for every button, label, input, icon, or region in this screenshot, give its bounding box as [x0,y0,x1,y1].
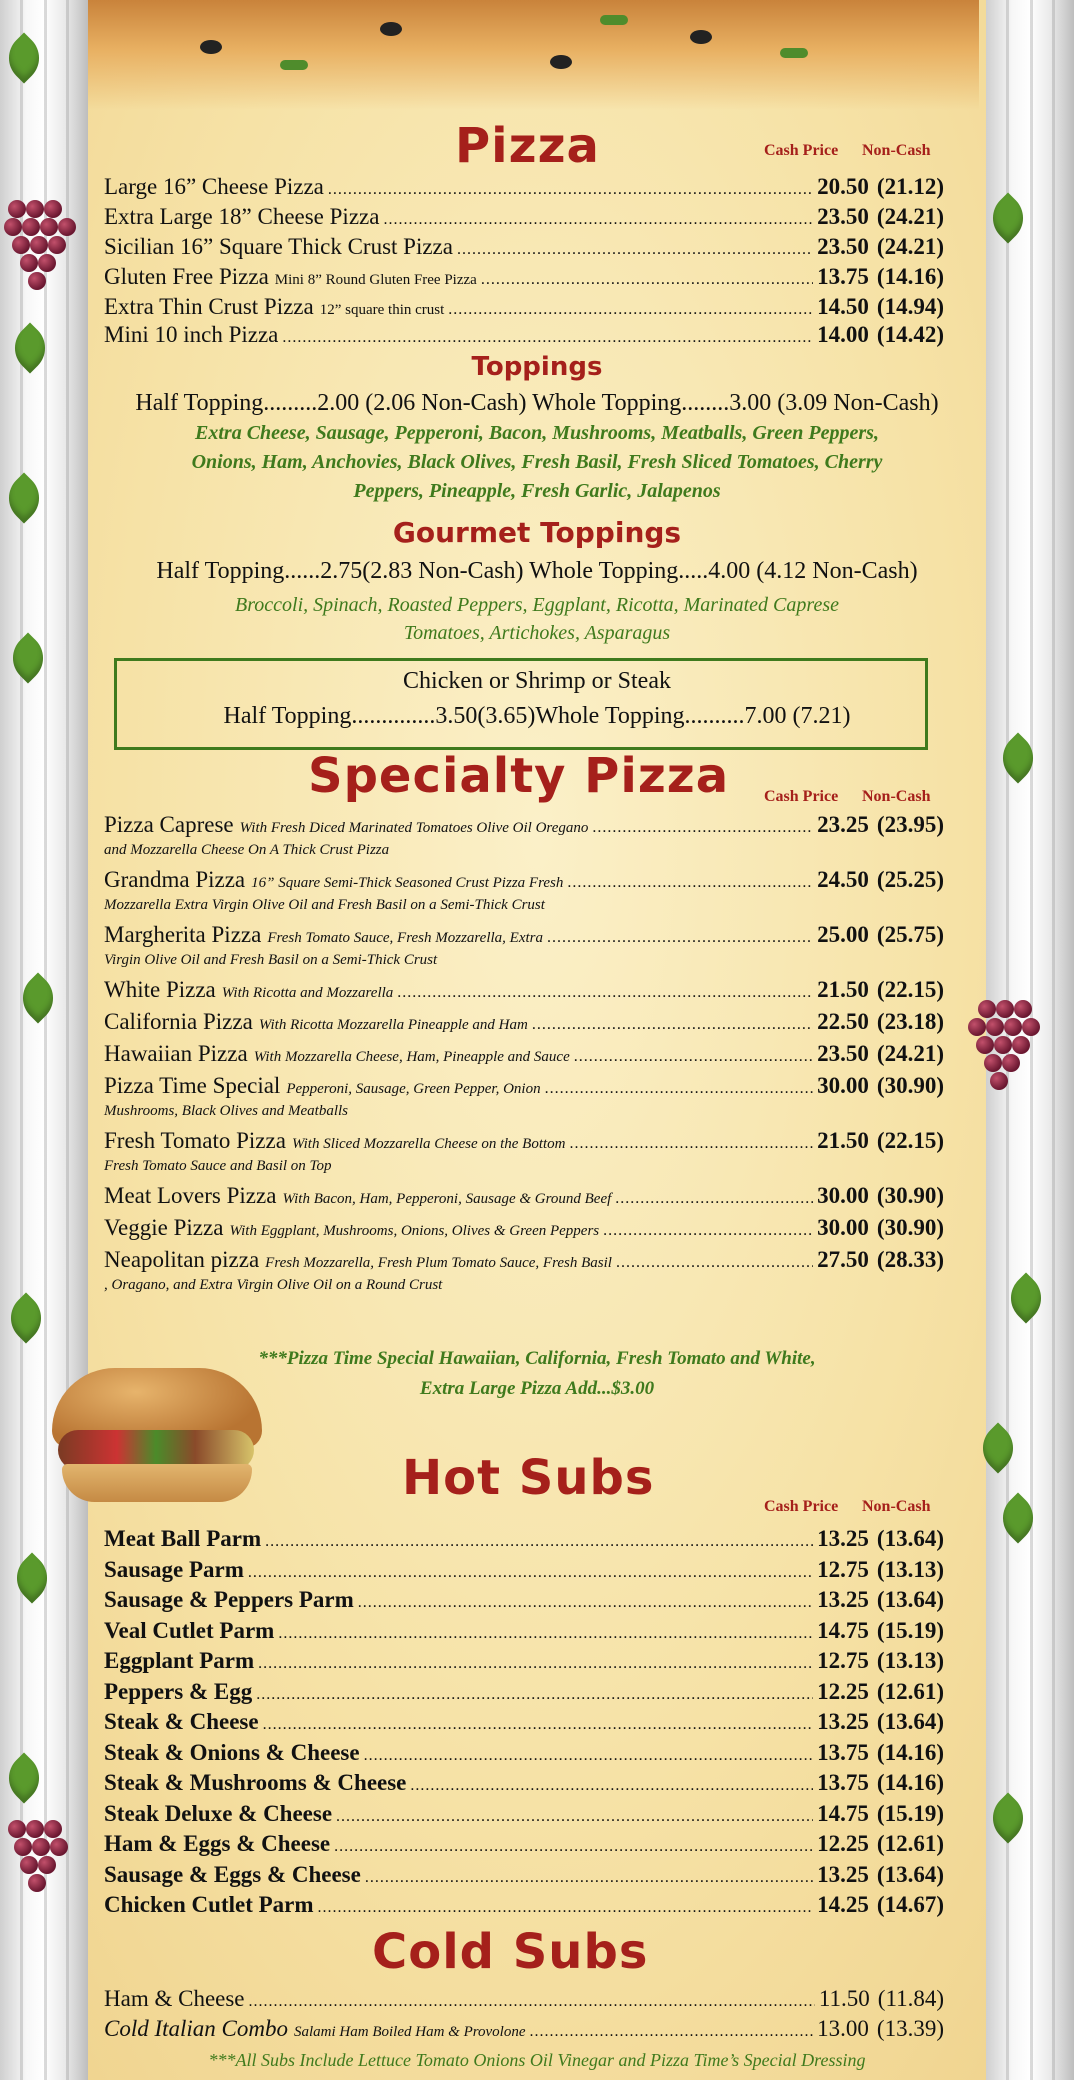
toppings-list-line: Extra Cheese, Sausage, Pepperoni, Bacon, Mushrooms, Meatballs, Green Peppers, [195,422,879,444]
item-noncash-price: (15.19) [876,1617,944,1643]
dot-leader [336,1808,813,1826]
item-cash-price: 14.50 [817,294,869,319]
item-cash-price: 13.25 [817,1709,869,1734]
item-name: Mini 10 inch Pizza [104,322,279,347]
dot-leader [532,1016,813,1034]
item-noncash-price: (25.25) [876,867,944,892]
pizza-cash-price-header: Cash Price [764,142,839,159]
item-description: With Mozzarella Cheese, Ham, Pineapple and Sauce [253,1049,570,1065]
item-noncash-price: (13.13) [876,1648,944,1673]
pizza-noncash-header: Non-Cash [862,142,931,159]
specialty-item-row [104,1215,944,1241]
specialty-item-row [104,1041,944,1067]
item-noncash-price: (23.18) [876,1009,944,1034]
item-name: White Pizza [104,977,216,1002]
pizza-item-row [104,204,944,230]
item-name: Chicken Cutlet Parm [104,1892,314,1917]
protein-box-line2: Half Topping..............3.50(3.65)Whole Topping..........7.00 (7.21) [223,703,851,729]
hot-sub-row [104,1679,944,1705]
dot-leader [358,1594,813,1612]
item-noncash-price: (24.21) [876,234,944,259]
item-name: Margherita Pizza [104,922,262,947]
item-name: Sausage & Eggs & Cheese [104,1861,361,1887]
hot-sub-row [104,1648,944,1674]
pizza-section-title: Pizza [455,118,600,174]
item-name: Large 16” Cheese Pizza [104,174,324,199]
item-noncash-price: (14.16) [876,264,944,289]
item-name: Veal Cutlet Parm [104,1617,275,1643]
specialty-noncash-header: Non-Cash [862,788,931,805]
item-noncash-price: (23.95) [876,812,944,837]
item-name: Extra Large 18” Cheese Pizza [104,204,380,229]
item-cash-price: 12.25 [817,1678,869,1704]
hot-sub-row [104,1892,944,1918]
cold-sub-row [104,2016,944,2042]
item-noncash-price: (12.61) [876,1678,944,1704]
dot-leader [603,1222,813,1240]
item-cash-price: 25.00 [817,922,869,947]
dot-leader [410,1777,813,1795]
item-description-continued: , Oragano, and Extra Virgin Olive Oil on a Round Crust [104,1277,443,1293]
specialty-item-row [104,867,944,893]
dot-leader [545,1080,814,1098]
item-cash-price: 23.50 [817,234,869,259]
specialty-footnote-1: ***Pizza Time Special Hawaiian, California, Fresh Tomato and White, [258,1348,816,1369]
dot-leader [256,1686,813,1704]
item-cash-price: 21.50 [817,977,869,1002]
item-description: Pepperoni, Sausage, Green Pepper, Onion [286,1081,541,1097]
item-cash-price: 23.50 [817,204,869,229]
item-cash-price: 13.75 [817,264,869,289]
hot-sub-row [104,1801,944,1827]
hot-sub-row [104,1770,944,1796]
dot-leader [282,329,813,347]
item-name: Grandma Pizza [104,867,246,892]
hot-sub-row [104,1831,944,1857]
dot-leader [278,1625,813,1643]
item-description: Salami Ham Boiled Ham & Provolone [294,2024,526,2040]
item-description: Fresh Mozzarella, Fresh Plum Tomato Sauce, Fresh Basil [265,1255,612,1271]
gourmet-toppings-title: Gourmet Toppings [392,516,682,549]
toppings-price-line: Half Topping.........2.00 (2.06 Non-Cash) Whole Topping........3.00 (3.09 Non-Cash) [135,390,939,416]
item-name: Extra Thin Crust Pizza [104,294,314,319]
item-noncash-price: (13.39) [876,2016,944,2041]
item-description-continued: Virgin Olive Oil and Fresh Basil on a Semi-Thick Crust [104,952,438,968]
dot-leader [318,1899,814,1917]
cold-subs-section-title: Cold Subs [372,1924,649,1980]
dot-leader [258,1655,813,1673]
item-cash-price: 21.50 [817,1128,869,1153]
dot-leader [481,271,813,289]
specialty-item-row [104,1183,944,1209]
item-name: Hawaiian Pizza [104,1041,248,1066]
item-cash-price: 13.25 [817,1587,869,1612]
dot-leader [364,1747,814,1765]
specialty-item-row [104,1073,944,1099]
specialty-item-row [104,1009,944,1035]
item-name: California Pizza [104,1009,253,1034]
item-cash-price: 27.50 [817,1247,869,1272]
item-noncash-price: (11.84) [877,1986,944,2011]
item-cash-price: 12.75 [817,1556,869,1582]
item-noncash-price: (30.90) [876,1215,944,1240]
specialty-item-row [104,812,944,838]
specialty-item-row [104,977,944,1003]
hot-sub-row [104,1740,944,1766]
cold-subs-footnote: ***All Subs Include Lettuce Tomato Onions Oil Vinegar and Pizza Time’s Special Dressing [208,2050,866,2070]
item-cash-price: 30.00 [817,1183,869,1208]
item-noncash-price: (24.21) [876,204,944,229]
item-noncash-price: (13.64) [876,1587,944,1612]
item-noncash-price: (25.75) [876,922,944,947]
dot-leader [592,819,813,837]
dot-leader [547,929,813,947]
item-name: Neapolitan pizza [104,1247,260,1272]
specialty-item-row [104,1128,944,1154]
item-cash-price: 14.75 [817,1800,869,1826]
pizza-item-row [104,174,944,200]
pizza-item-row [104,322,944,348]
item-name: Cold Italian Combo [104,2016,289,2041]
dot-leader [397,984,813,1002]
toppings-list-line: Peppers, Pineapple, Fresh Garlic, Jalapenos [353,480,721,502]
item-noncash-price: (13.13) [876,1556,944,1582]
hot-sub-row [104,1587,944,1613]
item-noncash-price: (30.90) [876,1183,944,1208]
dot-leader [334,1838,813,1856]
item-description: With Eggplant, Mushrooms, Onions, Olives & Green Peppers [229,1223,600,1239]
item-description-continued: Mushrooms, Black Olives and Meatballs [104,1103,348,1119]
item-noncash-price: (14.94) [876,294,944,319]
item-cash-price: 22.50 [817,1009,869,1034]
pizza-item-row [104,294,944,320]
hot-sub-row [104,1709,944,1735]
dot-leader [615,1190,813,1208]
dot-leader [616,1254,813,1272]
item-description-continued: and Mozzarella Cheese On A Thick Crust Pizza [104,842,390,858]
gourmet-list-line: Tomatoes, Artichokes, Asparagus [403,622,671,644]
item-noncash-price: (13.64) [876,1709,944,1734]
pizza-item-row [104,264,944,290]
item-cash-price: 14.25 [817,1892,869,1917]
dot-leader [570,1135,814,1153]
item-noncash-price: (14.67) [876,1892,944,1917]
item-cash-price: 20.50 [817,174,869,199]
item-name: Steak & Cheese [104,1709,259,1734]
item-cash-price: 12.75 [817,1648,869,1673]
hot-sub-row [104,1618,944,1644]
item-name: Steak Deluxe & Cheese [104,1800,333,1826]
item-cash-price: 13.00 [817,2016,869,2041]
dot-leader [383,211,813,229]
item-description: Fresh Tomato Sauce, Fresh Mozzarella, Extra [267,930,544,946]
dot-leader [263,1716,814,1734]
gourmet-list-line: Broccoli, Spinach, Roasted Peppers, Eggplant, Ricotta, Marinated Caprese [235,594,839,616]
item-description: Mini 8” Round Gluten Free Pizza [274,272,477,288]
item-cash-price: 14.75 [817,1617,869,1643]
item-description: 16” Square Semi-Thick Seasoned Crust Pizza Fresh [251,875,564,891]
item-description: With Fresh Diced Marinated Tomatoes Olive Oil Oregano [239,820,589,836]
item-cash-price: 13.75 [817,1739,869,1765]
item-description: With Bacon, Ham, Pepperoni, Sausage & Ground Beef [282,1191,612,1207]
item-name: Fresh Tomato Pizza [104,1128,286,1153]
dot-leader [249,1993,815,2011]
item-cash-price: 23.25 [817,812,869,837]
specialty-footnote-2: Extra Large Pizza Add...$3.00 [419,1378,655,1399]
item-description-continued: Fresh Tomato Sauce and Basil on Top [104,1158,332,1174]
dot-leader [265,1533,813,1551]
item-name: Sausage Parm [104,1556,244,1582]
item-noncash-price: (24.21) [876,1041,944,1066]
gourmet-price-line: Half Topping......2.75(2.83 Non-Cash) Whole Topping.....4.00 (4.12 Non-Cash) [156,558,918,584]
item-noncash-price: (28.33) [876,1247,944,1272]
item-name: Ham & Cheese [104,1986,245,2011]
specialty-section-title: Specialty Pizza [308,748,730,804]
item-name: Pizza Time Special [104,1073,281,1098]
item-cash-price: 12.25 [817,1831,869,1856]
item-name: Veggie Pizza [104,1215,224,1240]
item-noncash-price: (14.16) [876,1770,944,1795]
pizza-photo-banner [80,0,979,110]
dot-leader [530,2023,814,2041]
hot-sub-row [104,1526,944,1552]
item-noncash-price: (15.19) [876,1800,944,1826]
dot-leader [567,874,813,892]
toppings-list-line: Onions, Ham, Anchovies, Black Olives, Fresh Basil, Fresh Sliced Tomatoes, Cherry [191,451,883,473]
item-description: With Sliced Mozzarella Cheese on the Bottom [291,1136,566,1152]
item-noncash-price: (13.64) [876,1861,944,1887]
item-name: Steak & Mushrooms & Cheese [104,1770,407,1795]
hot-subs-noncash-header: Non-Cash [862,1498,931,1515]
item-cash-price: 24.50 [817,867,869,892]
item-name: Sicilian 16” Square Thick Crust Pizza [104,234,453,259]
dot-leader [365,1869,813,1887]
specialty-item-row [104,922,944,948]
item-description: With Ricotta and Mozzarella [221,985,394,1001]
item-cash-price: 30.00 [817,1073,869,1098]
item-noncash-price: (12.61) [876,1831,944,1856]
item-cash-price: 13.75 [817,1770,869,1795]
specialty-item-row [104,1247,944,1273]
hot-subs-cash-price-header: Cash Price [764,1498,839,1515]
dot-leader [248,1564,813,1582]
item-name: Peppers & Egg [104,1678,253,1704]
item-name: Ham & Eggs & Cheese [104,1831,331,1856]
item-description-continued: Mozzarella Extra Virgin Olive Oil and Fresh Basil on a Semi-Thick Crust [104,897,545,913]
item-cash-price: 14.00 [817,322,869,347]
item-description: 12” square thin crust [319,302,445,318]
dot-leader [574,1048,813,1066]
pizza-item-row [104,234,944,260]
specialty-cash-price-header: Cash Price [764,788,839,805]
item-description: With Ricotta Mozzarella Pineapple and Ham [258,1017,528,1033]
item-noncash-price: (30.90) [876,1073,944,1098]
item-name: Meat Ball Parm [104,1526,262,1551]
protein-box-line1: Chicken or Shrimp or Steak [403,668,671,694]
item-name: Sausage & Peppers Parm [104,1587,354,1612]
item-noncash-price: (14.16) [876,1739,944,1765]
dot-leader [328,181,813,199]
item-cash-price: 13.25 [817,1526,869,1551]
item-noncash-price: (21.12) [876,174,944,199]
item-cash-price: 23.50 [817,1041,869,1066]
item-noncash-price: (22.15) [876,977,944,1002]
hot-sub-row [104,1557,944,1583]
item-cash-price: 13.25 [817,1861,869,1887]
item-noncash-price: (22.15) [876,1128,944,1153]
item-cash-price: 11.50 [818,1986,870,2011]
item-name: Gluten Free Pizza [104,264,269,289]
item-cash-price: 30.00 [817,1215,869,1240]
toppings-title: Toppings [471,352,603,382]
item-noncash-price: (14.42) [876,322,944,347]
sub-sandwich-image [52,1368,262,1518]
item-name: Steak & Onions & Cheese [104,1739,360,1765]
item-name: Eggplant Parm [104,1648,255,1673]
dot-leader [448,301,813,319]
hot-subs-section-title: Hot Subs [402,1450,655,1506]
item-name: Meat Lovers Pizza [104,1183,277,1208]
dot-leader [457,241,813,259]
item-name: Pizza Caprese [104,812,234,837]
item-noncash-price: (13.64) [876,1526,944,1551]
cold-sub-row [104,1986,944,2012]
hot-sub-row [104,1862,944,1888]
